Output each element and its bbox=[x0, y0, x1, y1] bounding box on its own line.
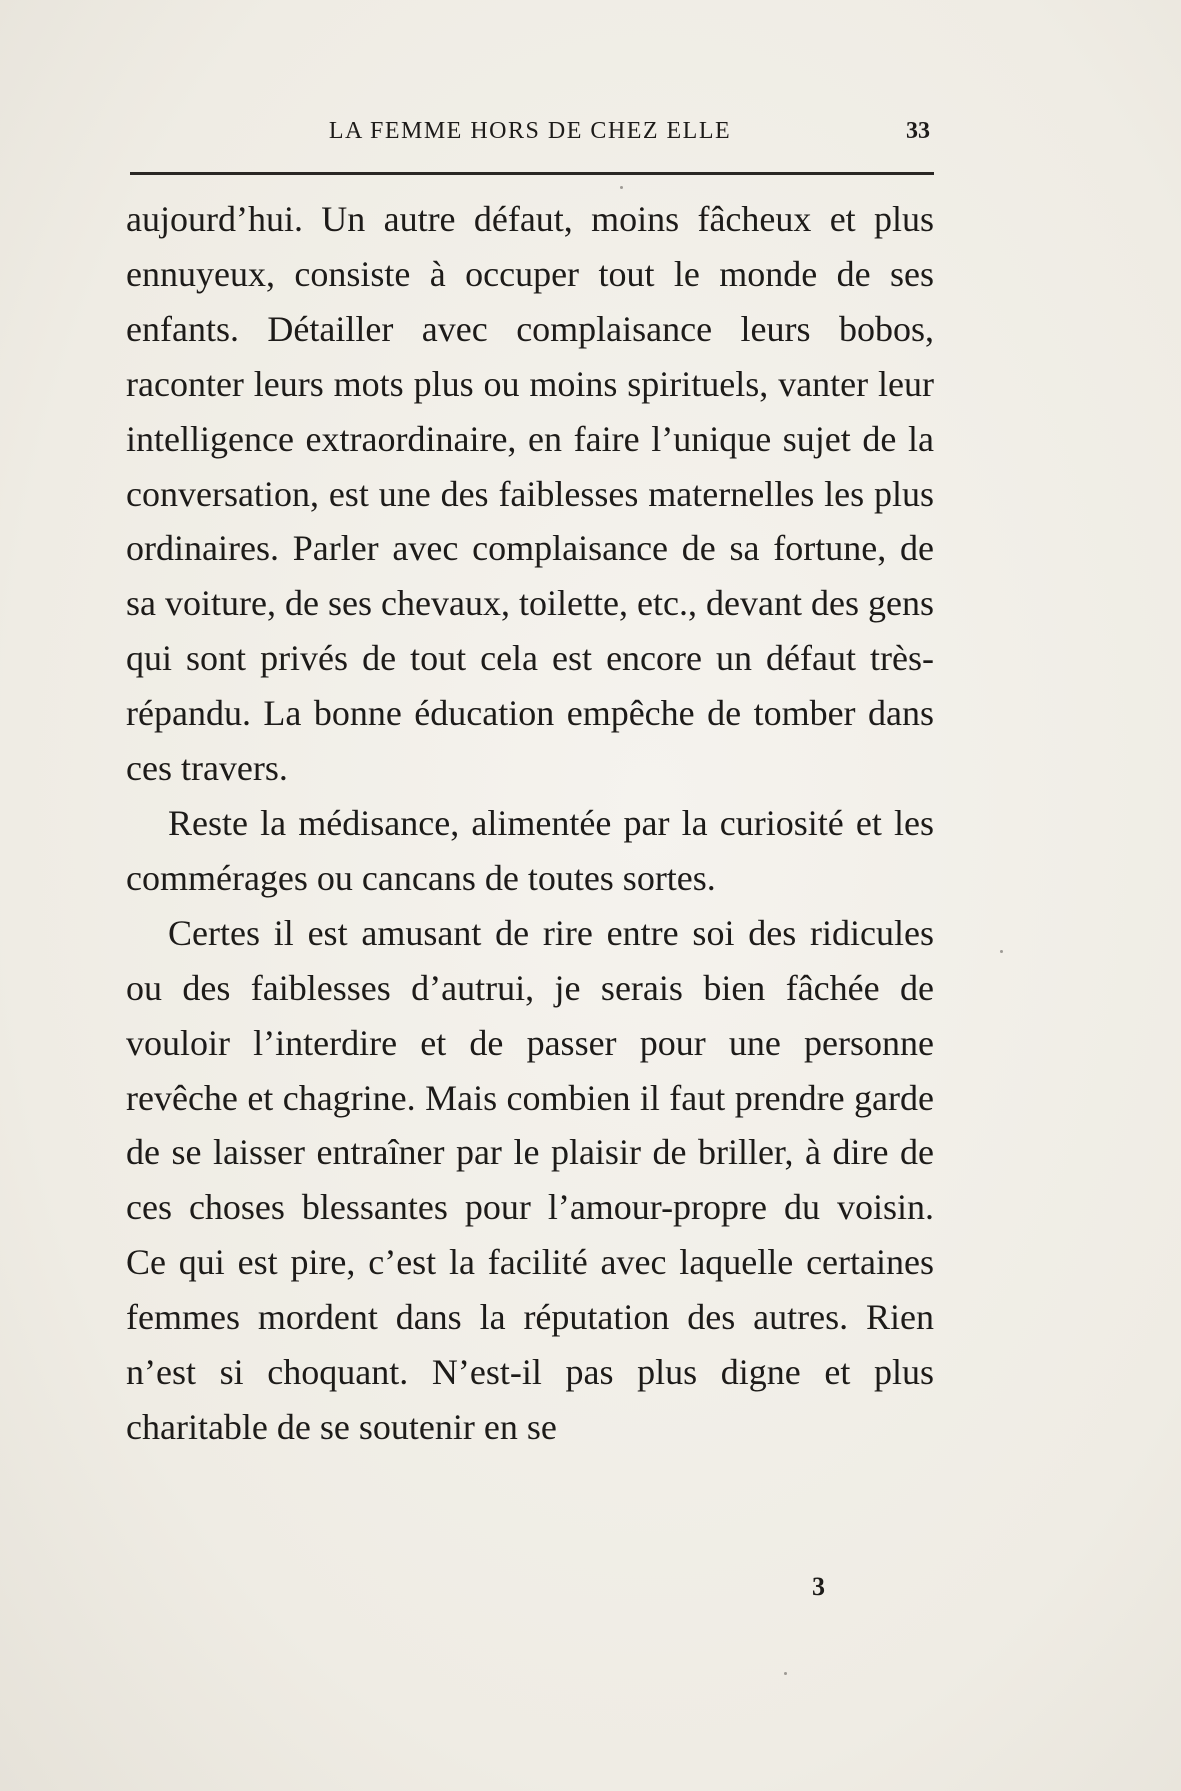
paper-speck bbox=[1000, 950, 1003, 953]
page-number: 33 bbox=[906, 118, 930, 144]
header-rule bbox=[130, 172, 934, 175]
paper-speck bbox=[620, 186, 623, 189]
paragraph-1: aujourd’hui. Un autre défaut, moins fâcheux et plus ennuyeux, consiste à occuper tout le monde de ses enfants. Détailler avec complaisance leurs bobos, raconter leurs mots plus ou moins spirituels, vanter leur intelligence extraordinaire, en faire l’unique sujet de la conversation, est une des faiblesses maternelles les plus ordinaires. Parler avec complaisance de sa fortune, de sa voiture, de ses chevaux, toilette, etc., devant des gens qui sont privés de tout cela est encore un défaut très-répandu. La bonne éducation empêche de tomber dans ces travers. bbox=[126, 199, 934, 789]
running-title: LA FEMME HORS DE CHEZ ELLE bbox=[328, 118, 732, 144]
body-text bbox=[126, 192, 934, 1455]
paragraph-3: Certes il est amusant de rire entre soi des ridicules ou des faiblesses d’autrui, je serais bien fâchée de vouloir l’interdire et de passer pour une personne revêche et chagrine. Mais combien il faut prendre garde de se laisser entraîner par le plaisir de briller, à dire de ces choses blessantes pour l’amour-propre du voisin. Ce qui est pire, c’est la facilité avec laquelle certaines femmes mordent dans la réputation des autres. Rien n’est si choquant. N’est-il pas plus digne et plus charitable de se soutenir en se bbox=[126, 912, 934, 1447]
paragraph-2: Reste la médisance, alimentée par la curiosité et les commérages ou cancans de toutes sortes. bbox=[126, 802, 934, 898]
running-head bbox=[130, 118, 930, 154]
signature-mark: 3 bbox=[812, 1572, 825, 1601]
paper-speck bbox=[784, 1672, 787, 1675]
